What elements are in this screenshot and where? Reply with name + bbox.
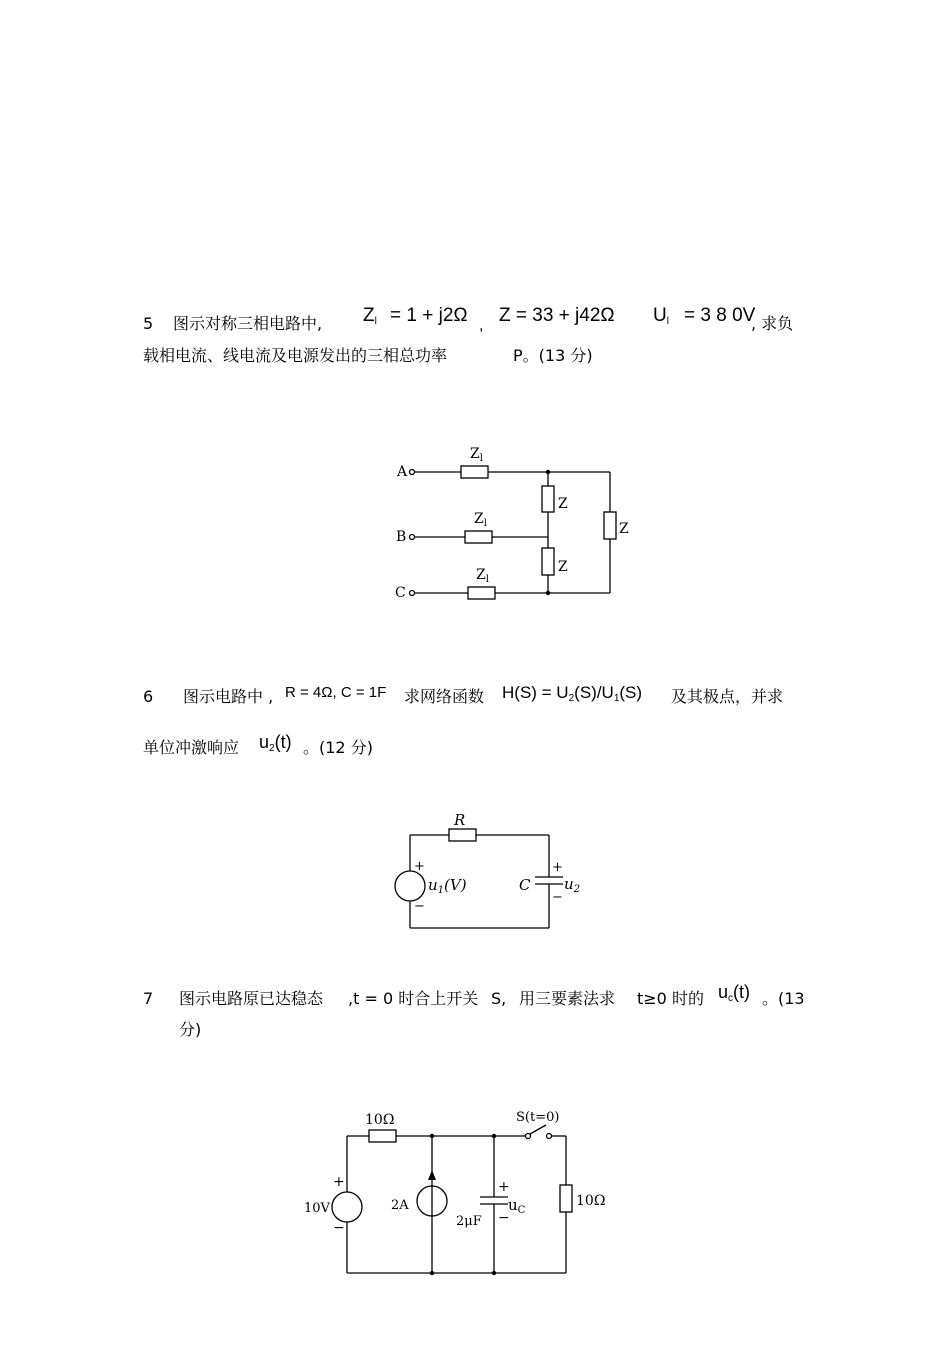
q5-power-score: P。(13 分) (513, 346, 593, 365)
label-switch: S(t=0) (516, 1110, 560, 1125)
terminal-c (410, 591, 415, 596)
q5-zl-sub: l (374, 316, 377, 327)
label-zl-a (470, 444, 483, 469)
u2-t: (t) (274, 732, 292, 752)
vsrc-minus: − (333, 1220, 345, 1236)
u2-sub: 2 (573, 884, 581, 895)
uc-t: (t) (733, 982, 751, 1002)
z-bc-resistor (542, 548, 554, 575)
h-sub2: 2 (568, 693, 575, 704)
q7-line2: 分) (179, 1020, 202, 1039)
node-dot (430, 1134, 434, 1138)
label-uc (508, 1195, 525, 1221)
label-10v: 10V (304, 1201, 330, 1216)
zl-sub: l (485, 574, 489, 585)
switch-contact (526, 1134, 531, 1139)
label-r1: 10Ω (365, 1112, 395, 1128)
q6-tail: 。(12 分) (303, 738, 373, 757)
node-dot (430, 1271, 434, 1275)
label-u2 (564, 874, 580, 900)
uc-sub: c (728, 993, 734, 1004)
label-2a: 2A (391, 1198, 409, 1213)
h-expr-b: (S)/U (574, 683, 614, 702)
q5-line2: 载相电流、线电流及电源发出的三相总功率 (143, 346, 448, 365)
q5-zl (363, 306, 377, 332)
q5-zl-expr: = 1 + j2Ω (390, 305, 468, 326)
q6-params: R = 4Ω, C = 1F (285, 684, 387, 701)
q5-ul-sub: l (666, 316, 669, 327)
q6-text-a: 图示电路中 , (183, 687, 274, 706)
u1-minus: − (414, 899, 425, 914)
u2-symbol: u (259, 732, 270, 752)
label-z-ab: Z (558, 496, 568, 512)
label-r2: 10Ω (576, 1193, 606, 1209)
q6-text-b: 求网络函数 (404, 687, 485, 706)
zl-symbol: Z (470, 446, 480, 462)
label-zl-b (474, 509, 487, 534)
h-expr-c: (S) (619, 683, 643, 702)
label-c: C (519, 876, 531, 894)
q5-comma: , (479, 317, 484, 334)
label-a: A (397, 464, 408, 480)
q6-number: 6 (143, 687, 154, 706)
node-dot (492, 1134, 496, 1138)
label-z-bc: Z (558, 559, 568, 575)
q5-ul (653, 306, 669, 332)
current-arrow (428, 1170, 436, 1180)
u1-tail: (V) (444, 876, 467, 894)
node-dot (546, 470, 550, 474)
h-sub1: 1 (613, 693, 620, 704)
q5-text-b: , 求负 (751, 314, 794, 333)
q6-text-c: 及其极点，并求 (671, 687, 784, 706)
terminal-b (410, 535, 415, 540)
q7-tail: 。(13 (762, 989, 805, 1008)
zl-sub: l (479, 453, 483, 464)
node-dot (492, 1271, 496, 1275)
zl-symbol: Z (474, 511, 484, 527)
q7-condition: t≥0 时的 (637, 989, 704, 1008)
vsrc-plus: + (333, 1174, 345, 1190)
u2-symbol: u (564, 875, 574, 893)
uc-symbol: u (718, 982, 729, 1002)
u1-plus: + (414, 859, 425, 874)
q7-uct (718, 982, 750, 1009)
u1-symbol: u (428, 876, 438, 894)
label-2uf: 2μF (456, 1214, 482, 1229)
q5-ul-symbol: U (653, 305, 667, 326)
label-z-ca: Z (619, 521, 629, 537)
zl-symbol: Z (476, 567, 486, 583)
z-ca-resistor (604, 512, 616, 539)
q7-text-b: 用三要素法求 (519, 989, 616, 1008)
uc-plus: + (498, 1179, 510, 1195)
u2-sub: 2 (269, 743, 275, 754)
q7-t0: ,t = 0 时合上开关 (348, 989, 479, 1008)
switch-contact (547, 1134, 552, 1139)
q7-text-a: 图示电路原已达稳态 (179, 989, 324, 1008)
h-expr-a: H(S) = U (502, 683, 569, 702)
q6-network-function (502, 683, 642, 709)
resistor-r (449, 829, 476, 841)
resistor-10-ohm-load (560, 1185, 572, 1212)
q6-u2t (259, 732, 292, 759)
q7-switch-s: S, (491, 989, 507, 1008)
q5-ul-expr: = 3 8 0V (684, 305, 756, 326)
label-u1 (428, 875, 467, 901)
label-r: R (454, 811, 466, 829)
label-b: B (396, 529, 407, 545)
terminal-a (410, 470, 415, 475)
node-dot (546, 591, 550, 595)
resistor-10-ohm-series (369, 1130, 396, 1142)
u2-minus: − (552, 890, 563, 905)
uc-sub: C (517, 1205, 526, 1216)
uc-symbol: u (508, 1196, 518, 1214)
uc-minus: − (498, 1210, 510, 1226)
u1-sub: 1 (437, 885, 445, 896)
u2-plus: + (552, 860, 563, 875)
q5-text-a: 图示对称三相电路中, (173, 314, 323, 333)
label-c: C (395, 585, 406, 601)
q6-line2: 单位冲激响应 (143, 738, 240, 757)
q5-zl-symbol: Z (363, 305, 375, 326)
z-ab-resistor (542, 486, 554, 512)
q7-number: 7 (143, 989, 154, 1008)
label-zl-c (476, 565, 489, 590)
q5-z-expr: Z = 33 + j42Ω (499, 305, 615, 326)
zl-sub: l (483, 518, 487, 529)
q5-number: 5 (143, 314, 154, 333)
current-source-2a (417, 1186, 447, 1216)
